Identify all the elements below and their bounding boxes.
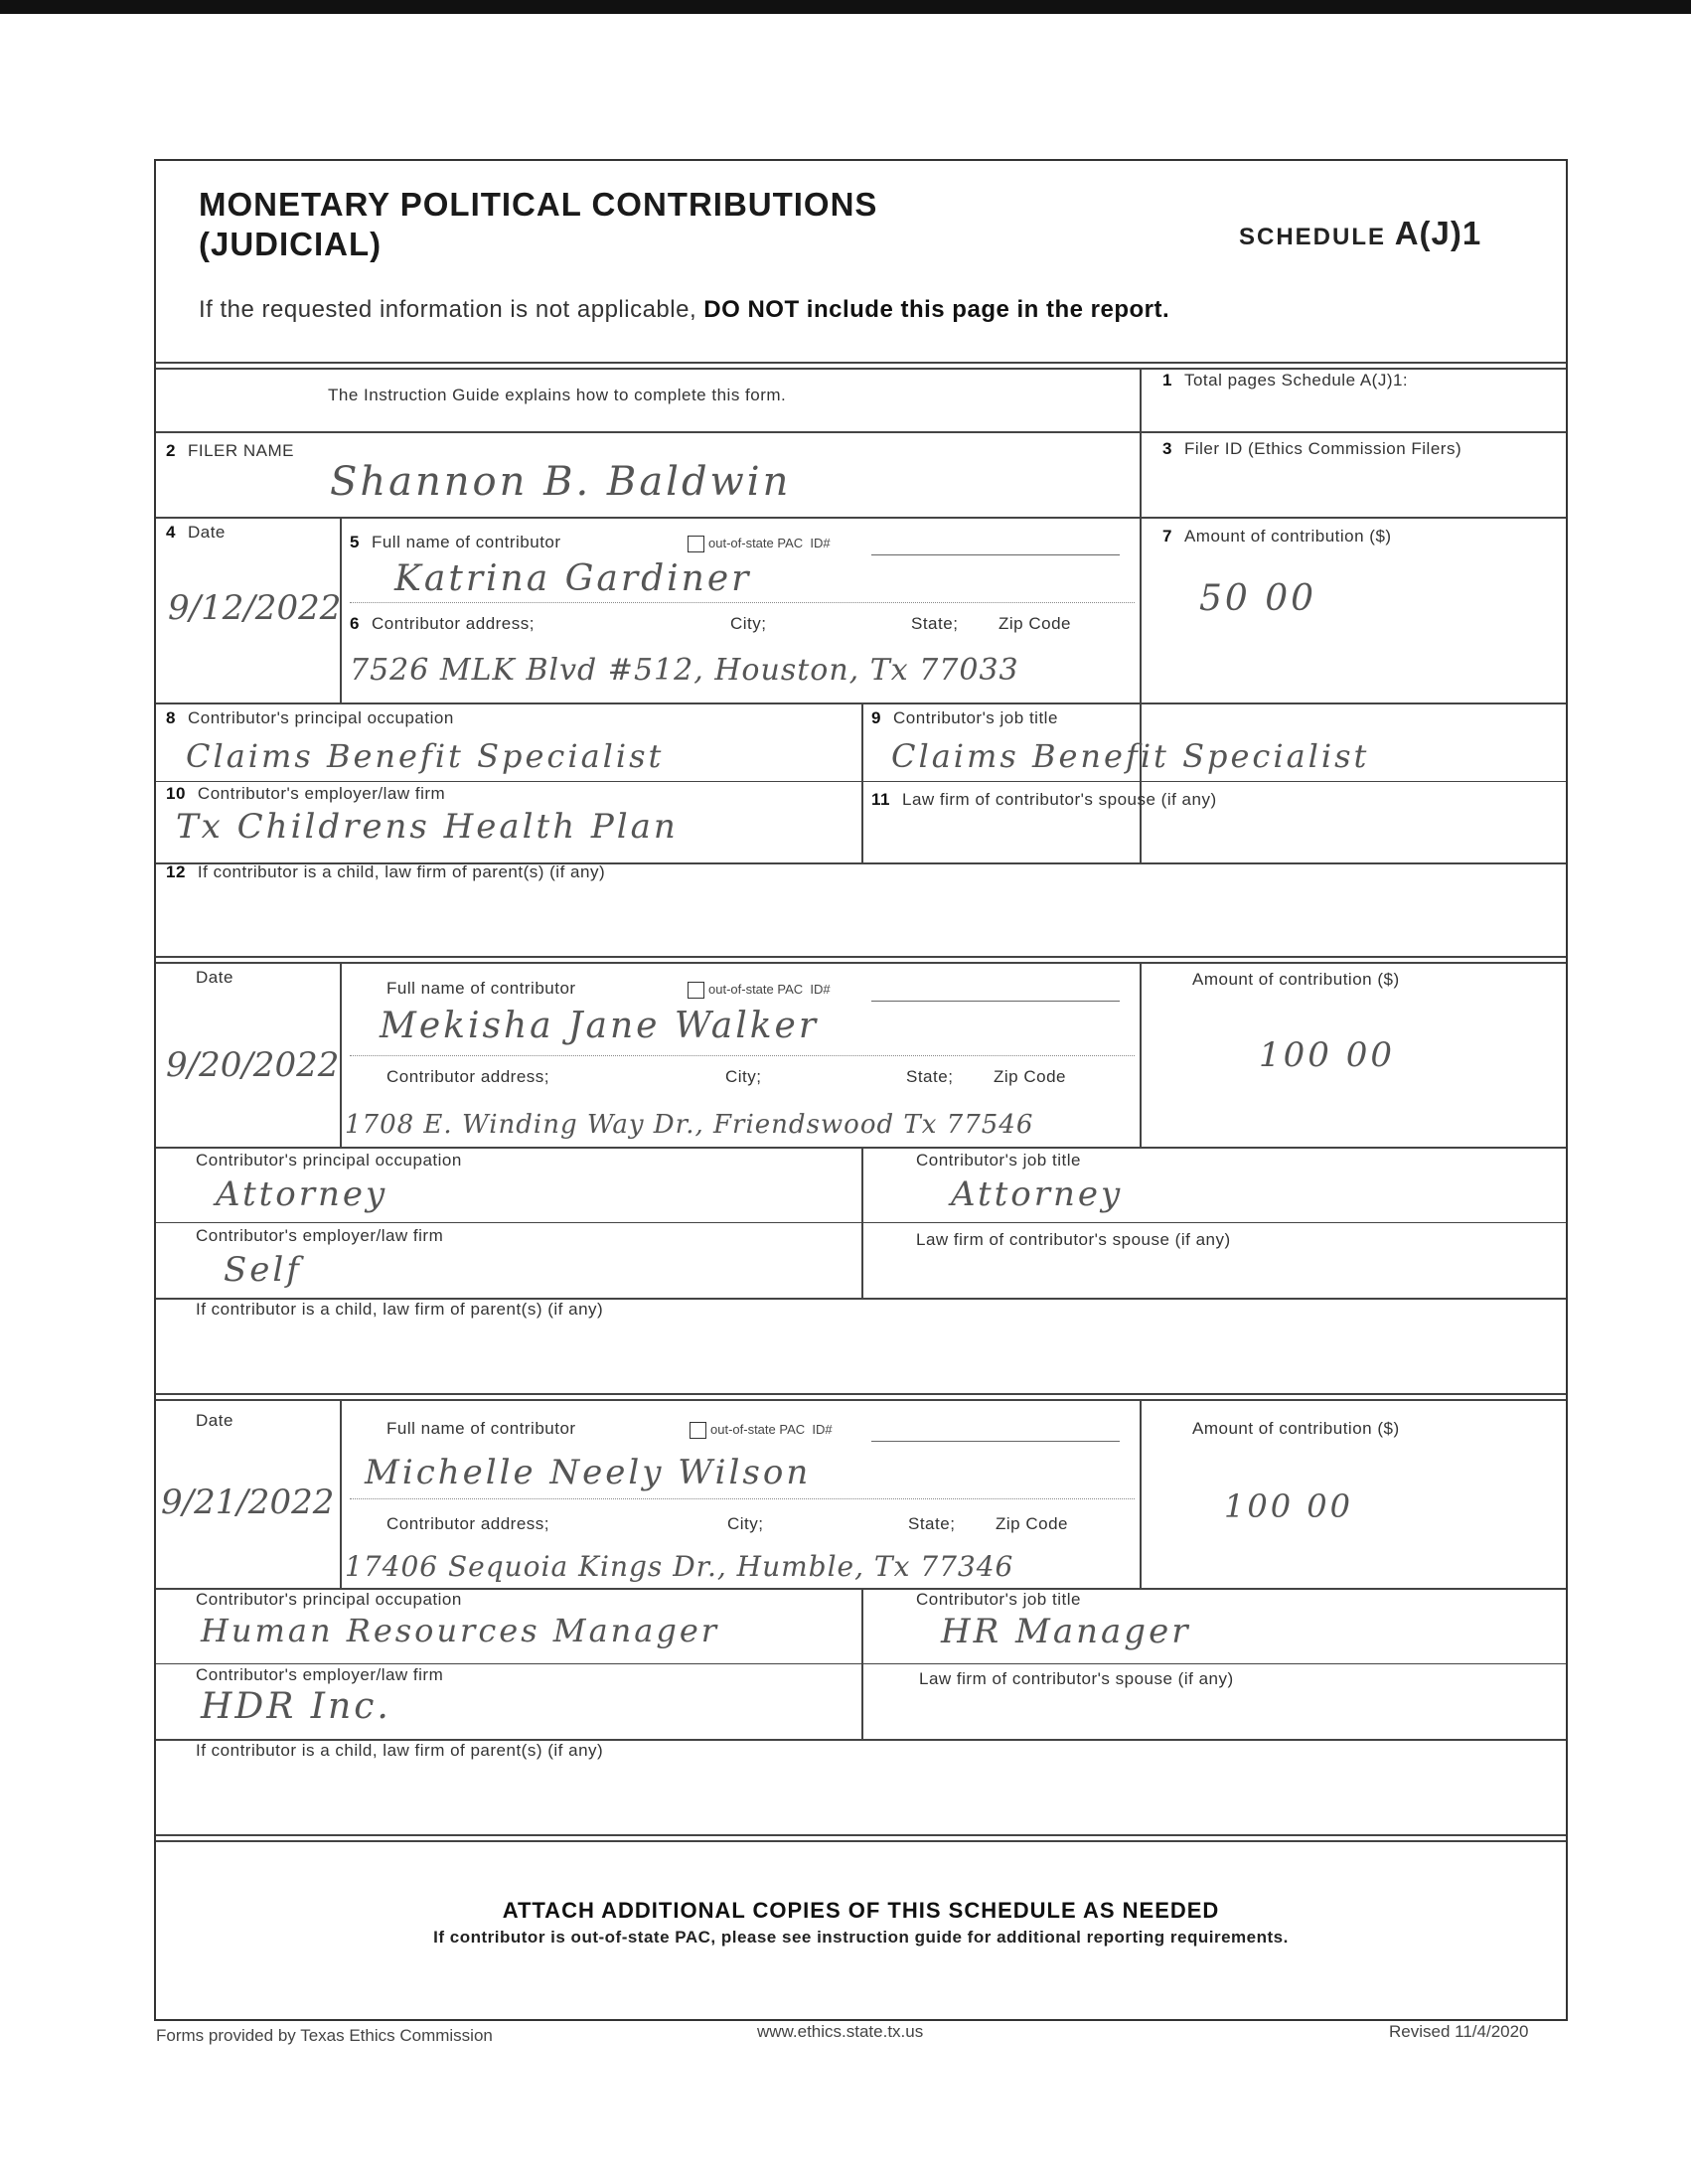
section-divider-2 (156, 1840, 1566, 1842)
field-number: 5 (350, 533, 360, 551)
oos-pac-checkbox[interactable] (688, 536, 704, 552)
employer-text: Contributor's employer/law firm (197, 784, 446, 803)
row-divider (156, 431, 1566, 433)
contributor-occupation: Human Resources Manager (201, 1612, 720, 1649)
contributor-employer: Tx Childrens Health Plan (176, 807, 679, 847)
contributor-job-title: Claims Benefit Specialist (891, 737, 1370, 775)
field-number: 8 (166, 708, 176, 727)
job-title-label: Contributor's job title (916, 1590, 1081, 1609)
filer-id-label (1162, 439, 1461, 459)
section-divider (156, 1393, 1566, 1395)
filer-name-text: FILER NAME (187, 441, 294, 460)
name-dotted-line (350, 602, 1135, 603)
employer-label: Contributor's employer/law firm (196, 1226, 444, 1245)
contributor-address: 17406 Sequoia Kings Dr., Humble, Tx 77346 (345, 1550, 1014, 1583)
job-title-label (871, 708, 1058, 728)
note-bold: DO NOT include this page in the report. (703, 296, 1170, 323)
schedule-form (154, 159, 1568, 2021)
oos-pac-checkbox-row (690, 1422, 833, 1439)
full-name-text: Full name of contributor (371, 533, 561, 551)
spouse-firm-text: Law firm of contributor's spouse (if any) (901, 790, 1217, 809)
parent-firm-label: If contributor is a child, law firm of parent(s) (if any) (196, 1741, 604, 1760)
full-name-label: Full name of contributor (386, 979, 576, 998)
spouse-firm-label: Law firm of contributor's spouse (if any) (919, 1669, 1234, 1688)
field-number: 3 (1162, 439, 1172, 458)
right-column-divider (1140, 1399, 1142, 1588)
total-pages-label (1162, 371, 1408, 390)
contributor-name: Mekisha Jane Walker (380, 1006, 820, 1046)
out-of-state-pac-note: If contributor is out-of-state PAC, please see instruction guide for additional reporting requirements. (433, 1928, 1289, 1947)
contribution-amount: 50 00 (1199, 578, 1317, 619)
contributor-address: 1708 E. Winding Way Dr., Friendswood Tx 77546 (345, 1110, 1034, 1140)
filer-id-text: Filer ID (Ethics Commission Filers) (1183, 439, 1462, 458)
spouse-firm-label: Law firm of contributor's spouse (if any) (916, 1230, 1231, 1249)
header-divider-2 (156, 368, 1566, 370)
full-name-label (350, 533, 561, 552)
footer-revised: Revised 11/4/2020 (1389, 2022, 1529, 2041)
note-text: If the requested information is not applicable, (199, 296, 697, 323)
not-applicable-note (199, 296, 1169, 324)
contributor-employer: HDR Inc. (201, 1686, 391, 1727)
section-divider (156, 1834, 1566, 1836)
total-pages-text: Total pages Schedule A(J)1: (1183, 371, 1409, 390)
city-label: City; (725, 1067, 762, 1086)
name-dotted-line (350, 1498, 1135, 1499)
filer-name-value: Shannon B. Baldwin (330, 459, 792, 505)
occupation-label (166, 708, 454, 728)
row-divider (156, 517, 1566, 519)
field-number: 2 (166, 441, 176, 460)
filer-name-label (166, 441, 294, 461)
parent-firm-label (166, 862, 605, 882)
contribution-date: 9/12/2022 (168, 588, 342, 628)
form-title-line2: (JUDICIAL) (199, 226, 383, 262)
field-number: 9 (871, 708, 881, 727)
field-number: 1 (1162, 371, 1172, 390)
row-divider (156, 1222, 1566, 1223)
section-divider (156, 956, 1566, 958)
date-label: Date (196, 968, 233, 987)
date-label (166, 523, 226, 543)
field-number: 6 (350, 614, 360, 633)
oos-pac-checkbox-row (688, 536, 831, 552)
occupation-label: Contributor's principal occupation (196, 1151, 462, 1170)
form-title (199, 185, 877, 264)
state-label: State; (908, 1514, 956, 1533)
contributor-employer: Self (224, 1250, 302, 1290)
contribution-amount: 100 00 (1224, 1487, 1353, 1525)
field-number: 7 (1162, 527, 1172, 546)
contributor-job-title: HR Manager (941, 1612, 1191, 1651)
schedule-code (1239, 215, 1481, 252)
oos-pac-checkbox-row (688, 982, 831, 999)
schedule-id: A(J)1 (1394, 215, 1482, 251)
amount-text: Amount of contribution ($) (1183, 527, 1392, 546)
amount-label: Amount of contribution ($) (1192, 1419, 1400, 1438)
header-divider (156, 362, 1566, 364)
date-column-divider (340, 1399, 342, 1588)
field-number: 4 (166, 523, 176, 542)
id-label: ID# (810, 536, 831, 550)
oos-pac-label: out-of-state PAC (710, 1422, 806, 1437)
instruction-guide-note: The Instruction Guide explains how to complete this form. (328, 386, 787, 404)
job-title-text: Contributor's job title (892, 708, 1058, 727)
zip-label: Zip Code (999, 614, 1071, 633)
oos-pac-label: out-of-state PAC (708, 982, 804, 997)
amount-label (1162, 527, 1392, 546)
zip-label: Zip Code (996, 1514, 1068, 1533)
zip-label: Zip Code (994, 1067, 1066, 1086)
state-label: State; (906, 1067, 954, 1086)
contributor-name: Katrina Gardiner (394, 558, 752, 599)
name-dotted-line (350, 1055, 1135, 1056)
parent-firm-label: If contributor is a child, law firm of parent(s) (if any) (196, 1300, 604, 1319)
id-line (871, 554, 1120, 555)
contributor-address: 7526 MLK Blvd #512, Houston, Tx 77033 (350, 653, 1019, 688)
section-divider-2 (156, 962, 1566, 964)
schedule-label: SCHEDULE (1239, 224, 1387, 250)
right-column-divider (1140, 368, 1142, 862)
contribution-date: 9/21/2022 (161, 1482, 335, 1522)
id-line (871, 1001, 1120, 1002)
attach-copies-notice: ATTACH ADDITIONAL COPIES OF THIS SCHEDULE AS NEEDED (502, 1898, 1220, 1923)
address-label (350, 614, 535, 634)
field-number: 10 (166, 784, 186, 803)
address-text: Contributor address; (371, 614, 535, 633)
section-divider-2 (156, 1399, 1566, 1401)
date-label: Date (196, 1411, 233, 1430)
amount-label: Amount of contribution ($) (1192, 970, 1400, 989)
city-label: City; (727, 1514, 764, 1533)
full-name-label: Full name of contributor (386, 1419, 576, 1438)
row-divider (156, 1663, 1566, 1664)
form-title-line1: MONETARY POLITICAL CONTRIBUTIONS (199, 186, 878, 223)
oos-pac-checkbox[interactable] (688, 982, 704, 999)
contribution-date: 9/20/2022 (166, 1045, 340, 1085)
date-text: Date (187, 523, 226, 542)
contributor-name: Michelle Neely Wilson (365, 1453, 812, 1492)
scan-top-edge (0, 0, 1691, 14)
contributor-occupation: Attorney (216, 1174, 388, 1214)
right-column-divider (1140, 962, 1142, 1147)
footer-provider: Forms provided by Texas Ethics Commission (156, 2026, 493, 2045)
id-line (871, 1441, 1120, 1442)
state-label: State; (911, 614, 959, 633)
city-label: City; (730, 614, 767, 633)
contributor-job-title: Attorney (951, 1174, 1124, 1214)
parent-firm-text: If contributor is a child, law firm of parent(s) (if any) (197, 862, 606, 881)
date-column-divider (340, 962, 342, 1147)
contribution-amount: 100 00 (1259, 1035, 1395, 1075)
occupation-label: Contributor's principal occupation (196, 1590, 462, 1609)
oos-pac-checkbox[interactable] (690, 1422, 706, 1439)
field-number: 12 (166, 862, 186, 881)
job-title-label: Contributor's job title (916, 1151, 1081, 1170)
spouse-firm-label (871, 790, 1217, 810)
employer-label (166, 784, 445, 804)
id-label: ID# (812, 1422, 833, 1437)
address-label: Contributor address; (386, 1067, 550, 1086)
row-divider (156, 781, 1566, 782)
oos-pac-label: out-of-state PAC (708, 536, 804, 550)
field-number: 11 (871, 790, 890, 809)
footer-url[interactable]: www.ethics.state.tx.us (757, 2022, 924, 2041)
id-label: ID# (810, 982, 831, 997)
employer-label: Contributor's employer/law firm (196, 1665, 444, 1684)
mid-column-divider (861, 702, 863, 862)
occupation-text: Contributor's principal occupation (187, 708, 454, 727)
contributor-occupation: Claims Benefit Specialist (186, 737, 665, 775)
address-label: Contributor address; (386, 1514, 550, 1533)
